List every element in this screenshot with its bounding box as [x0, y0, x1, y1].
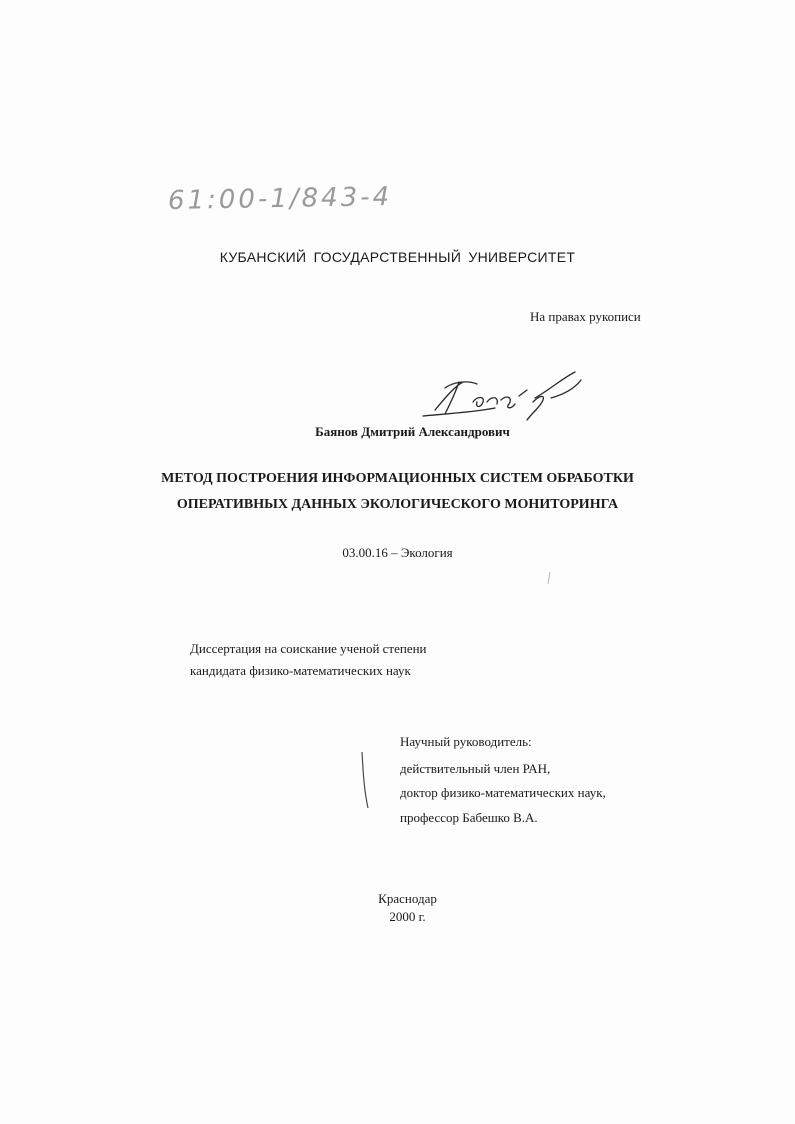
supervisor-heading: Научный руководитель:: [400, 734, 532, 749]
title-line-2: ОПЕРАТИВНЫХ ДАННЫХ ЭКОЛОГИЧЕСКОГО МОНИТОРИНГА: [176, 497, 619, 512]
archive-code-handwritten: 61:00-1/843-4: [167, 182, 393, 216]
supervisor-block: [400, 728, 606, 831]
city-name: Краснодар: [378, 891, 437, 906]
degree-line-1: Диссертация на соискание ученой степени: [190, 641, 427, 656]
supervisor-line-1: действительный член РАН,: [400, 761, 551, 776]
specialty-code: 03.00.16 – Экология: [342, 545, 453, 560]
title-line-1: МЕТОД ПОСТРОЕНИЯ ИНФОРМАЦИОННЫХ СИСТЕМ ОБРАБОТКИ: [161, 471, 634, 486]
university-name: КУБАНСКИЙ ГОСУДАРСТВЕННЫЙ УНИВЕРСИТЕТ: [219, 249, 576, 265]
place-and-year: [0, 890, 795, 926]
degree-statement: [190, 638, 427, 682]
supervisor-line-2: доктор физико-математических наук,: [400, 785, 606, 800]
stray-pen-mark: [544, 570, 554, 586]
dissertation-title: [0, 466, 795, 518]
year: 2000 г.: [389, 909, 426, 924]
degree-line-2: кандидата физико-математических наук: [190, 663, 411, 678]
author-name: Баянов Дмитрий Александрович: [315, 424, 510, 439]
margin-bracket-mark: [356, 750, 376, 810]
rights-notice: На правах рукописи: [530, 309, 641, 324]
supervisor-line-3: профессор Бабешко В.А.: [400, 810, 538, 825]
author-signature: [415, 368, 590, 423]
